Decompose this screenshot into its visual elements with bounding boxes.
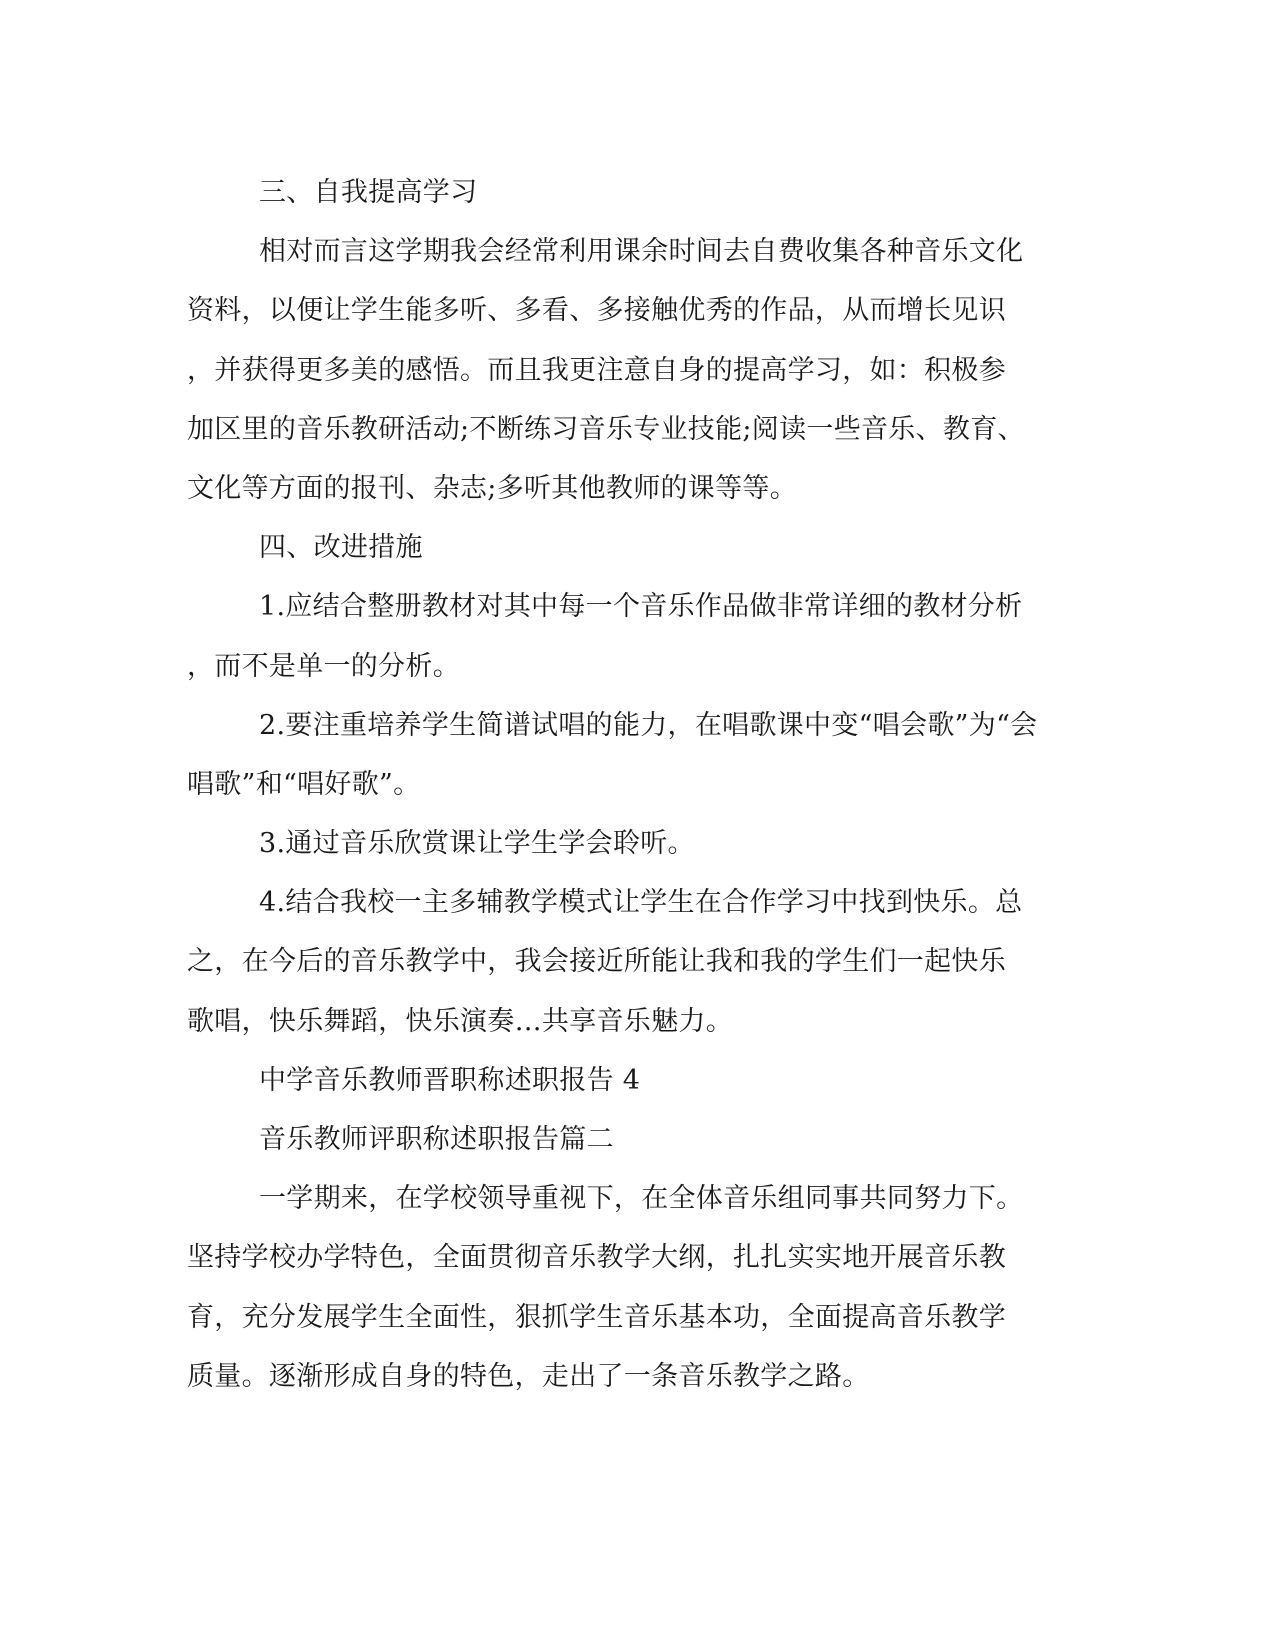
text-line: 加区里的音乐教研活动;不断练习音乐专业技能;阅读一些音乐、教育、 xyxy=(187,413,1025,445)
text-line: 一学期来，在学校领导重视下，在全体音乐组同事共同努力下。 xyxy=(259,1183,1024,1215)
text-line: 3.通过音乐欣赏课让学生学会聆听。 xyxy=(259,828,695,860)
text-line: 坚持学校办学特色，全面贯彻音乐教学大纲，扎扎实实地开展音乐教 xyxy=(187,1242,1006,1274)
text-line: 4.结合我校一主多辅教学模式让学生在合作学习中找到快乐。总 xyxy=(259,887,1023,919)
text-line: 育，充分发展学生全面性，狠抓学生音乐基本功，全面提高音乐教学 xyxy=(187,1301,1006,1333)
text-line: 1.应结合整册教材对其中每一个音乐作品做非常详细的教材分析 xyxy=(259,591,1023,623)
text-line: ，而不是单一的分析。 xyxy=(187,650,460,682)
text-line: 之，在今后的音乐教学中，我会接近所能让我和我的学生们一起快乐 xyxy=(187,946,1006,978)
text-line: 四、改进措施 xyxy=(259,532,423,564)
text-line: 唱歌”和“唱好歌”。 xyxy=(187,768,421,800)
text-line: ，并获得更多美的感悟。而且我更注意自身的提高学习，如：积极参 xyxy=(187,354,1006,386)
text-line: 资料，以便让学生能多听、多看、多接触优秀的作品，从而增长见识 xyxy=(187,295,1006,327)
text-line: 2.要注重培养学生简谱试唱的能力，在唱歌课中变“唱会歌”为“会 xyxy=(259,709,1038,741)
text-line: 质量。逐渐形成自身的特色，走出了一条音乐教学之路。 xyxy=(187,1360,870,1392)
document-body xyxy=(187,163,1067,1406)
text-line: 歌唱，快乐舞蹈，快乐演奏…共享音乐魅力。 xyxy=(187,1005,733,1037)
text-line: 中学音乐教师晋职称述职报告 4 xyxy=(259,1064,641,1096)
text-line: 音乐教师评职称述职报告篇二 xyxy=(259,1124,614,1155)
text-line: 三、自我提高学习 xyxy=(259,177,478,208)
text-line: 相对而言这学期我会经常利用课余时间去自费收集各种音乐文化 xyxy=(259,236,1024,268)
text-line: 文化等方面的报刊、杂志;多听其他教师的课等等。 xyxy=(187,472,797,504)
